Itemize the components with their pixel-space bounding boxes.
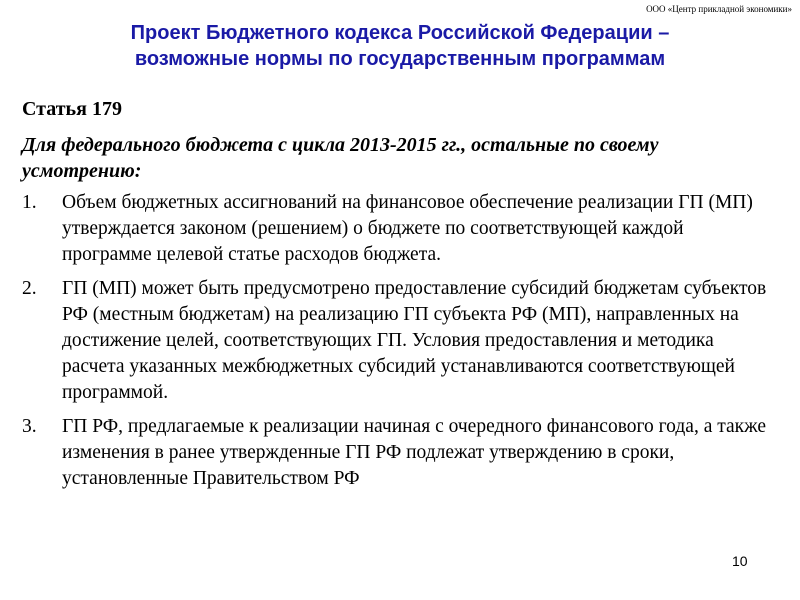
page-number: 10 — [732, 553, 748, 569]
list-item-3 — [22, 414, 782, 492]
intro-text: Для федерального бюджета с цикла 2013-2015 гг., остальные по своему усмотрению: — [22, 134, 659, 182]
company-name: ООО «Центр прикладной экономики» — [646, 4, 792, 14]
list-number: 2. — [22, 278, 37, 299]
list-text: Объем бюджетных ассигнований на финансовое обеспечение реализации ГП (МП) утверждается законом (решением) о бюджете по соответствующей каждой программе целевой статье расходов бюджета. — [62, 192, 753, 265]
list-number: 1. — [22, 192, 37, 213]
slide-title — [0, 20, 800, 72]
numbered-list — [22, 190, 782, 492]
title-line-1: Проект Бюджетного кодекса Российской Федерации – — [130, 22, 670, 44]
list-item-2 — [22, 276, 782, 406]
list-text: ГП РФ, предлагаемые к реализации начиная с очередного финансового года, а также изменения в ранее утвержденные ГП РФ подлежат утверждению в сроки, установленные Правительством РФ — [62, 416, 766, 489]
article-heading: Статья 179 — [22, 98, 122, 120]
title-line-2: возможные нормы по государственным программам — [134, 48, 666, 70]
list-text: ГП (МП) может быть предусмотрено предоставление субсидий бюджетам субъектов РФ (местным бюджетам) на реализацию ГП субъекта РФ (МП), направленных на достижение целей, соответствующих ГП. Условия предоставления и методика расчета указанных межбюджетных субсидий устанавливаются соответствующей программой. — [62, 278, 767, 403]
list-item-1 — [22, 190, 782, 268]
slide-content — [22, 96, 782, 500]
list-number: 3. — [22, 416, 37, 437]
